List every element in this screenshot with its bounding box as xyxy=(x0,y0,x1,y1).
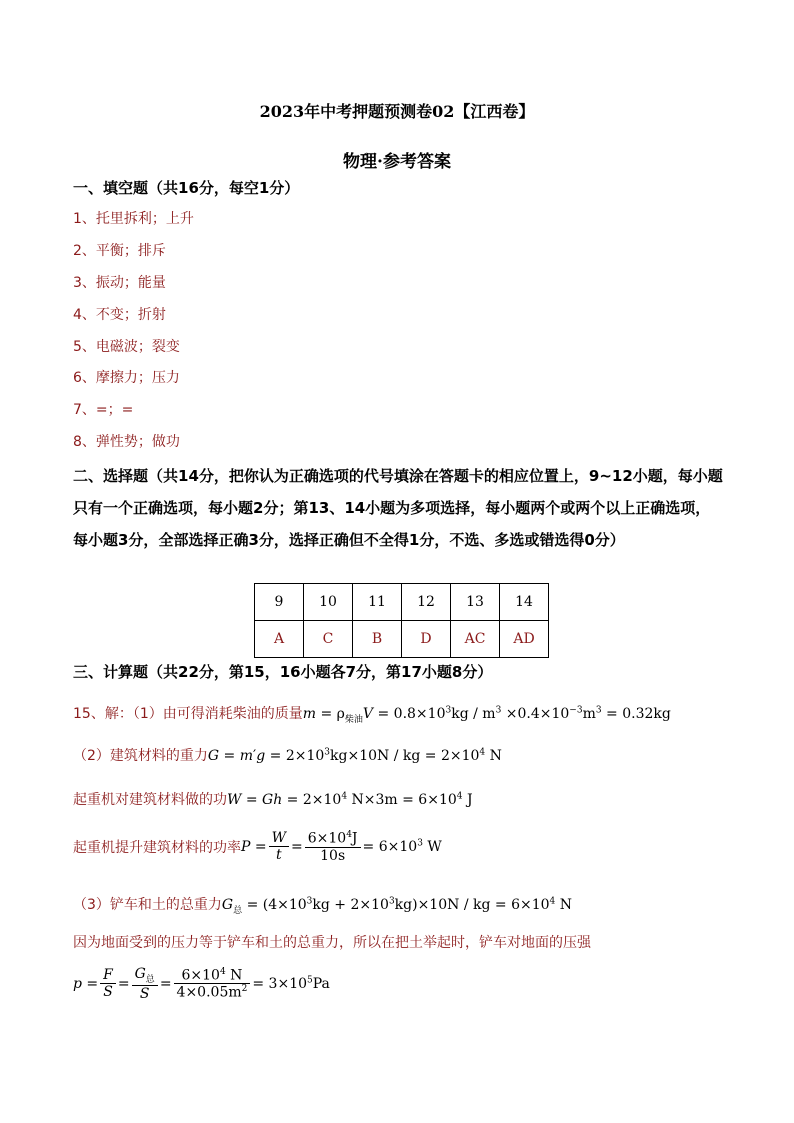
solution-line: 起重机对建筑材料做的功$W = Gh = 2\times 10^4$ $N\times 3m = 6\times 10^4$ J xyxy=(73,791,473,808)
page-title: 2023年中考押题预测卷02【江西卷】 xyxy=(259,102,535,121)
solution-line: （3）铲车和土的总重力$G_总 = (4\times 10^3kg + 2\times 10^3kg)\times 10N$ / kg = $6\times 10^4$ N xyxy=(73,896,572,916)
answer-item: 8、弹性势；做功 xyxy=(73,434,180,450)
table-cell: 14 xyxy=(500,584,549,621)
section2-heading: 二、选择题（共14分，把你认为正确选项的代号填涂在答题卡的相应位置上，9~12小题，每小题只有一个正确选项，每小题2分；第13、14小题为多项选择，每小题两个或两个以上正确选项，每小题3分，全部选择正确3分，选择正确但不全得1分，不选、多选或错选得0分） xyxy=(73,467,723,549)
table-cell: 10 xyxy=(304,584,353,621)
solution-formula: p = $\frac{F}{S}$ = $\frac{G_总}{S}$ = $\frac{6\times 10^4 N}{4\times 0.05m^2}$ = $3\times 10^5Pa$ xyxy=(73,966,330,1002)
answer-item: 1、托里拆利；上升 xyxy=(73,211,194,227)
answer-item: 5、电磁波；裂变 xyxy=(73,339,180,355)
answer-item: 3、振动；能量 xyxy=(73,275,166,291)
answer-table xyxy=(254,583,549,658)
answer-item: 6、摩擦力；压力 xyxy=(73,370,180,386)
table-cell: C xyxy=(304,621,353,658)
table-cell: A xyxy=(255,621,304,658)
answer-item: 7、=；= xyxy=(73,402,134,418)
table-cell: D xyxy=(402,621,451,658)
table-cell: 12 xyxy=(402,584,451,621)
table-cell: 13 xyxy=(451,584,500,621)
solution-line: 因为地面受到的压力等于铲车和土的总重力，所以在把土举起时，铲车对地面的压强 xyxy=(73,935,591,951)
solution-line: （2）建筑材料的重力$G = m'g = 2\times 10^3kg\times 10N$ / kg = $2\times 10^4$ N xyxy=(73,747,502,764)
answer-item: 4、不变；折射 xyxy=(73,307,166,323)
section1-heading: 一、填空题（共16分，每空1分） xyxy=(73,179,300,197)
table-cell: 9 xyxy=(255,584,304,621)
page-subtitle: 物理·参考答案 xyxy=(343,152,451,172)
solution-line: 15、解：（1）由可得消耗柴油的质量$m = \rho_{柴油}V = 0.8\times 10^3kg / m^3 \times 0.4\times 10^{-3}m^3 = 0.32kg$ xyxy=(73,705,671,725)
table-cell: AD xyxy=(500,621,549,658)
table-cell: AC xyxy=(451,621,500,658)
section3-heading: 三、计算题（共22分，第15，16小题各7分，第17小题8分） xyxy=(73,663,493,681)
solution-line: 起重机提升建筑材料的功率P = $\frac{W}{t}$ = $\frac{6\times 10^4J}{10s}$ = $6\times 10^3$ W xyxy=(73,830,442,864)
table-cell: B xyxy=(353,621,402,658)
table-cell: 11 xyxy=(353,584,402,621)
answer-item: 2、平衡；排斥 xyxy=(73,243,166,259)
